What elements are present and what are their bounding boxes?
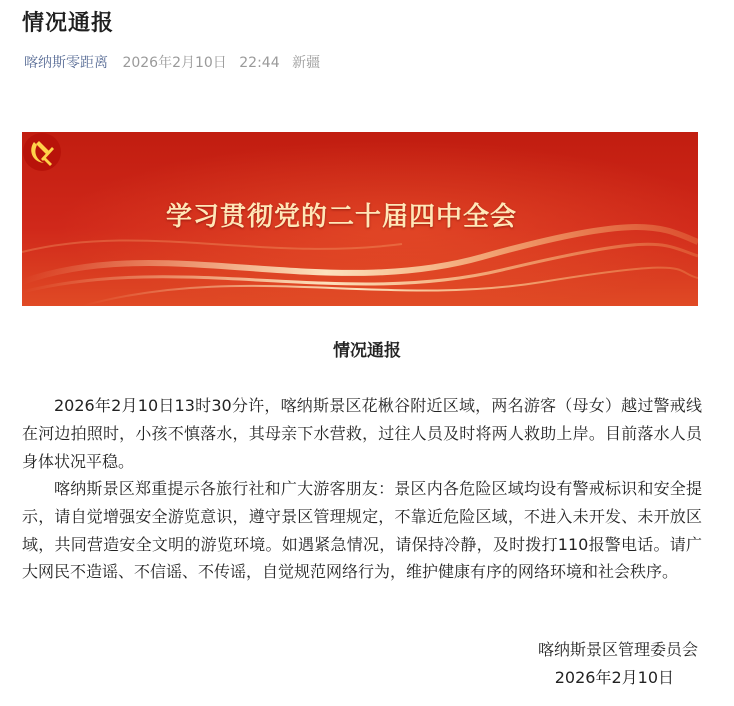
article-meta — [24, 52, 328, 72]
signature-date: 2026年2月10日 — [554, 668, 674, 687]
publish-date: 2026年2月10日 — [122, 55, 227, 71]
banner-image — [22, 132, 698, 306]
article-title: 情况通报 — [22, 11, 115, 36]
publish-location: 新疆 — [292, 55, 321, 71]
publish-time: 22:44 — [239, 55, 280, 71]
account-name-link[interactable]: 喀纳斯零距离 — [24, 55, 108, 71]
party-emblem-icon — [22, 132, 62, 172]
banner-slogan: 学习贯彻党的二十届四中全会 — [166, 202, 518, 232]
notice-paragraph-1: 2026年2月10日13时30分许，喀纳斯景区花楸谷附近区域，两名游客（母女）越过警戒线在河边拍照时，小孩不慎落水，其母亲下水营救，过往人员及时将两人救助上岸。目前落水人员身体状况平稳。 — [22, 396, 702, 471]
signature-org: 喀纳斯景区管理委员会 — [537, 640, 698, 659]
notice-heading: 情况通报 — [333, 341, 401, 361]
signature-block — [538, 636, 698, 692]
notice-paragraph-2: 喀纳斯景区郑重提示各旅行社和广大游客朋友：景区内各危险区域均设有警戒标识和安全提示，请自觉增强安全游览意识，遵守景区管理规定，不靠近危险区域，不进入未开发、未开放区域，共同营造安全文明的游览环境。如遇紧急情况，请保持冷静，及时拨打110报警电话。请广大网民不造谣、不信谣、不传谣，自觉规范网络行为，维护健康有序的网络环境和社会秩序。 — [22, 479, 702, 582]
